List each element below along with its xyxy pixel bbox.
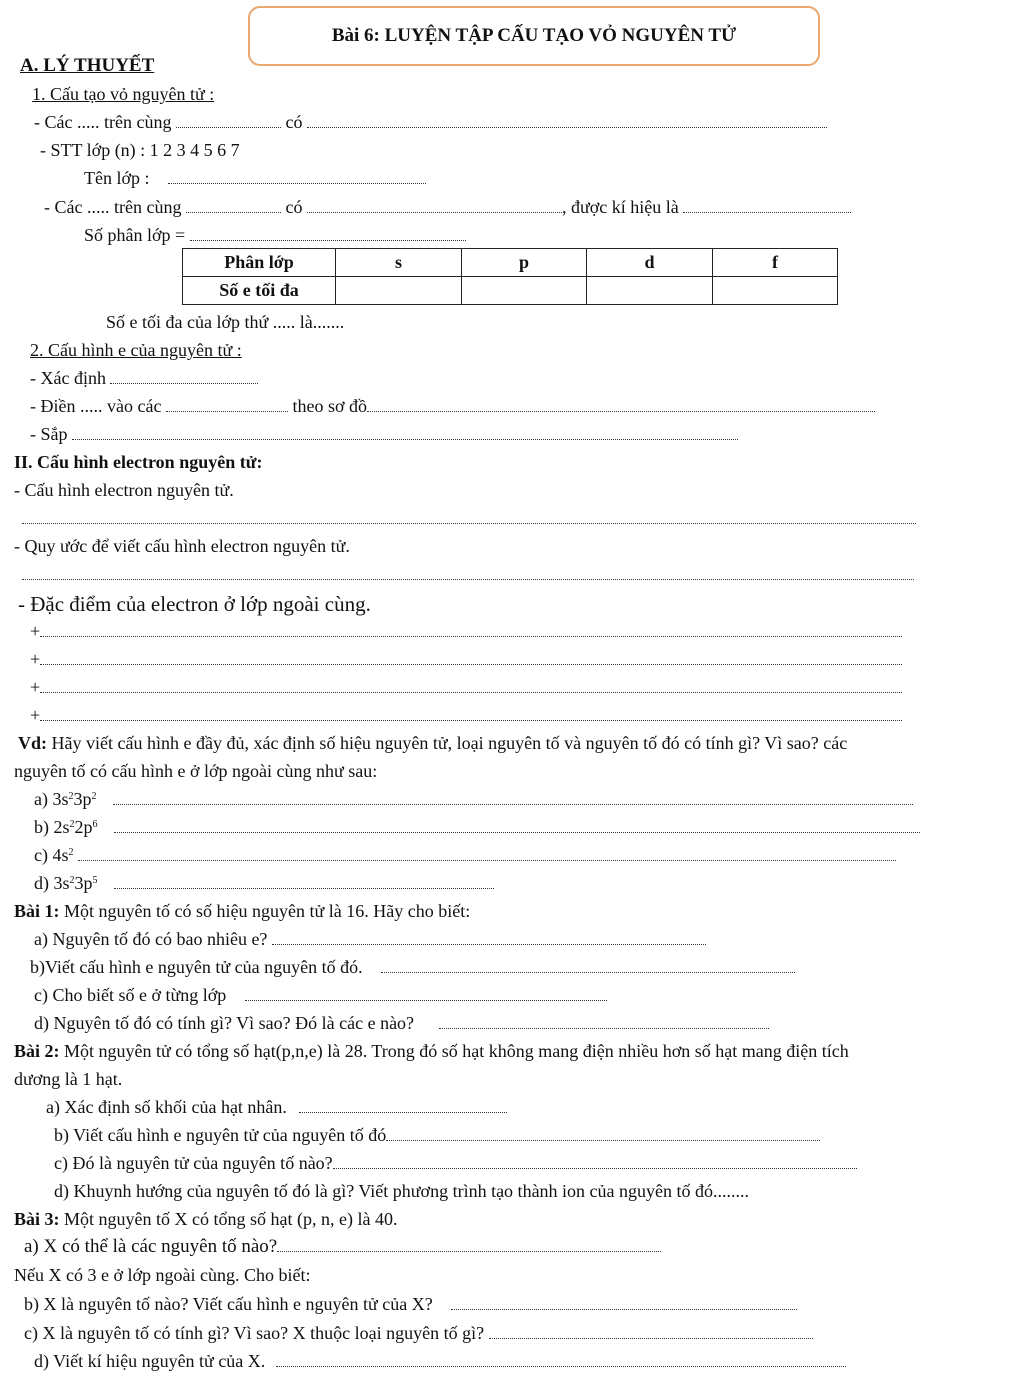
section-a-heading: A. LÝ THUYẾT [20,55,155,76]
page-title: Bài 6: LUYỆN TẬP CẤU TẠO VỎ NGUYÊN TỬ [248,6,820,66]
plus-line: + [30,703,902,727]
exercise-2-a: a) Xác định số khối của hạt nhân. [46,1095,507,1119]
outer-electron-desc: - Đặc điểm của electron ở lớp ngoài cùng. [18,592,371,616]
config-line-2: - Điền ..... vào các theo sơ đồ [30,394,875,418]
exercise-3-d: d) Viết kí hiệu nguyên tử của X. [34,1349,846,1373]
config-desc: - Cấu hình electron nguyên tử. [14,480,234,500]
sublayer-count-line: Số phân lớp = [84,223,466,247]
exercise-1-d: d) Nguyên tố đó có tính gì? Vì sao? Đó là các e nào? [34,1011,769,1035]
exercise-1-heading: Bài 1: Một nguyên tố có số hiệu nguyên tử là 16. Hãy cho biết: [14,901,471,921]
exercise-3-c: c) X là nguyên tố có tính gì? Vì sao? X thuộc loại nguyên tố gì? [24,1321,813,1345]
plus-line: + [30,619,902,643]
table-header-cell: p [462,249,587,277]
table-cell [462,277,587,305]
config-line-1: - Xác định [30,366,258,390]
example-item-a: a) $3s^23p^2$ [34,787,913,811]
exercise-1-b: b)Viết cấu hình e nguyên tử của nguyên tố đó. [30,955,795,979]
exercise-3-b: b) X là nguyên tố nào? Viết cấu hình e nguyên tử của X? [24,1292,797,1316]
example-question: Vd: Hãy viết cấu hình e đầy đủ, xác định số hiệu nguyên tử, loại nguyên tố và nguyên tố đó có tính gì? Vì sao? các [18,733,848,753]
exercise-2-c: c) Đó là nguyên tử của nguyên tố nào? [54,1151,857,1175]
example-item-c: c) $4s^2$ [34,843,896,867]
table-cell [713,277,838,305]
theory-line-1: - Các ..... trên cùng có [34,110,827,134]
table-header-cell: f [713,249,838,277]
theory-line-4: - Các ..... trên cùng có , được kí hiệu là [44,195,851,219]
example-item-d: d) $3s^23p^5$ [34,871,494,895]
exercise-3-heading: Bài 3: Một nguyên tố X có tổng số hạt (p, n, e) là 40. [14,1209,398,1229]
dotted-line [22,506,916,530]
exercise-3-intro: Nếu X có 3 e ở lớp ngoài cùng. Cho biết: [14,1265,311,1285]
exercise-1-a: a) Nguyên tố đó có bao nhiêu e? [34,927,706,951]
table-header-cell: s [336,249,462,277]
section-2-heading: 2. Cấu hình e của nguyên tử : [30,340,242,360]
convention-desc: - Quy ước để viết cấu hình electron nguyên tử. [14,536,350,556]
example-item-b: b) $2s^22p^6$ [34,815,920,839]
table-header-cell: Phân lớp [183,249,336,277]
table-header-cell: d [587,249,713,277]
plus-line: + [30,675,902,699]
layer-number-line: - STT lớp (n) : 1 2 3 4 5 6 7 [40,140,240,160]
table-cell [336,277,462,305]
section-ii-heading: II. Cấu hình electron nguyên tử: [14,452,263,472]
exercise-2-heading: Bài 2: Một nguyên tử có tổng số hạt(p,n,e) là 28. Trong đó số hạt không mang điện nhiều hơn số hạt mang điện tích [14,1041,849,1061]
example-question-cont: nguyên tố có cấu hình e ở lớp ngoài cùng như sau: [14,761,378,781]
max-electron-line: Số e tối đa của lớp thứ ..... là....... [106,312,345,332]
config-line-3: - Sắp [30,422,738,446]
dotted-line [22,562,914,586]
table-cell [587,277,713,305]
layer-name-line: Tên lớp : [84,166,426,190]
sublayer-table [182,248,838,305]
exercise-3-a: a) X có thể là các nguyên tố nào? [24,1235,661,1259]
plus-line: + [30,647,902,671]
exercise-2-d: d) Khuynh hướng của nguyên tố đó là gì? Viết phương trình tạo thành ion của nguyên tố đó........ [54,1181,750,1201]
section-1-heading: 1. Cấu tạo vỏ nguyên tử : [32,84,215,104]
exercise-2-b: b) Viết cấu hình e nguyên tử của nguyên tố đó [54,1123,820,1147]
exercise-1-c: c) Cho biết số e ở từng lớp [34,983,607,1007]
exercise-2-heading-cont: dương là 1 hạt. [14,1069,123,1089]
table-row-label: Số e tối đa [183,277,336,305]
